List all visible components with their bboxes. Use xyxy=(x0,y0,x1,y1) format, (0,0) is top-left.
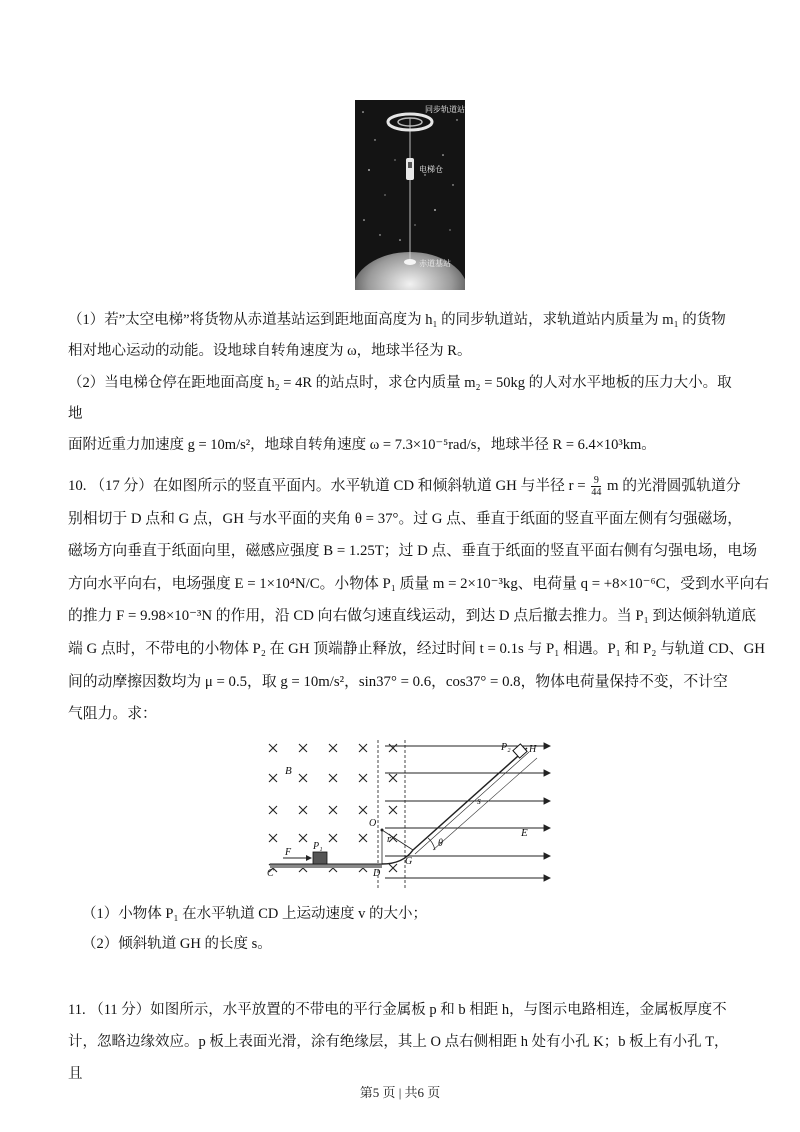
problem9-part2-line1: （2）当电梯仓停在距地面高度 h₂ = 4R 的站点时，求仓内质量 m₂ = 50kg 的人对水平地板的压力大小。取地 xyxy=(68,375,732,422)
problem10-line1-a: 10. （17 分）在如图所示的竖直平面内。水平轨道 CD 和倾斜轨道 GH 与半径 r = xyxy=(68,478,586,494)
problem10-sub2: （2）倾斜轨道 GH 的长度 s。 xyxy=(82,936,272,952)
label-s: s xyxy=(477,796,481,807)
label-C: C xyxy=(267,868,274,879)
problem10-line1 xyxy=(68,470,740,503)
label-equator-base: 赤道基站 xyxy=(419,259,451,268)
problem9-part1-line2: 相对地心运动的动能。设地球自转角速度为 ω，地球半径为 R。 xyxy=(68,343,472,359)
problem10-line5: 的推力 F = 9.98×10⁻³N 的作用，沿 CD 向右做匀速直线运动，到达 D 点后撤去推力。当 P₁ 到达倾斜轨道底 xyxy=(68,608,757,625)
problem10-sub1: （1）小物体 P₁ 在水平轨道 CD 上运动速度 v 的大小； xyxy=(82,906,428,922)
track-field-diagram xyxy=(265,738,557,894)
label-G: G xyxy=(405,856,413,867)
fraction-denominator: 44 xyxy=(591,487,602,499)
label-H: H xyxy=(529,744,537,755)
label-O: O xyxy=(369,818,377,829)
label-theta: θ xyxy=(438,838,443,849)
problem10-line1-b: m 的光滑圆弧轨道分 xyxy=(607,478,741,494)
problem9-part2 xyxy=(68,368,738,461)
problem10-line4: 方向水平向右，电场强度 E = 1×10⁴N/C。小物体 P₁ 质量 m = 2×10⁻³kg、电荷量 q = +8×10⁻⁶C，受到水平向右 xyxy=(68,575,770,592)
problem10-text xyxy=(68,470,770,731)
problem10-line8: 气阻力。求： xyxy=(68,706,157,723)
problem11-line2: 计，忽略边缘效应。p 板上表面光滑，涂有绝缘层，其上 O 点右侧相距 h 处有小孔 K；b 板上有小孔 T，且 xyxy=(68,1034,729,1082)
problem10-line7: 间的动摩擦因数均为 μ = 0.5，取 g = 10m/s²，sin37° = 0.6，cos37° = 0.8，物体电荷量保持不变，不计空 xyxy=(68,673,728,690)
radius-fraction xyxy=(591,475,601,498)
problem9-part1 xyxy=(68,305,738,367)
problem10-line2: 别相切于 D 点和 G 点，GH 与水平面的夹角 θ = 37°。过 G 点、垂直于纸面的竖直平面左侧有匀强磁场， xyxy=(68,510,743,527)
label-elevator-cabin: 电梯仓 xyxy=(419,165,443,174)
problem9-part2-line2: 面附近重力加速度 g = 10m/s²，地球自转角速度 ω = 7.3×10⁻⁵rad/s，地球半径 R = 6.4×10³km。 xyxy=(68,437,656,453)
problem9-part1-line1: （1）若”太空电梯”将货物从赤道基站运到距地面高度为 h₁ 的同步轨道站，求轨道站内质量为 m₁ 的货物 xyxy=(68,312,726,328)
label-B: B xyxy=(285,765,292,777)
label-E: E xyxy=(521,827,528,839)
space-elevator-figure xyxy=(355,100,465,290)
problem10-line6: 端 G 点时，不带电的小物体 P₂ 在 GH 顶端静止释放，经过时间 t = 0.1s 与 P₁ 相遇。P₁ 和 P₂ 与轨道 CD、GH xyxy=(68,640,765,657)
page-footer: 第5 页 | 共6 页 xyxy=(359,1085,441,1100)
label-P1: P₁ xyxy=(313,841,323,852)
label-P2: P₂ xyxy=(501,742,511,753)
problem10-line3: 磁场方向垂直于纸面向里，磁感应强度 B = 1.25T；过 D 点、垂直于纸面的竖直平面右侧有匀强电场，电场 xyxy=(68,543,758,560)
problem11-line1: 11. （11 分）如图所示，水平放置的不带电的平行金属板 p 和 b 相距 h，与图示电路相连，金属板厚度不 xyxy=(68,1002,727,1018)
problem11-text xyxy=(68,994,738,1090)
label-F: F xyxy=(285,847,292,858)
fraction-numerator: 9 xyxy=(591,475,601,487)
label-D: D xyxy=(373,868,381,879)
label-r: r xyxy=(387,834,391,845)
label-sync-station: 同步轨道站 xyxy=(425,105,465,114)
